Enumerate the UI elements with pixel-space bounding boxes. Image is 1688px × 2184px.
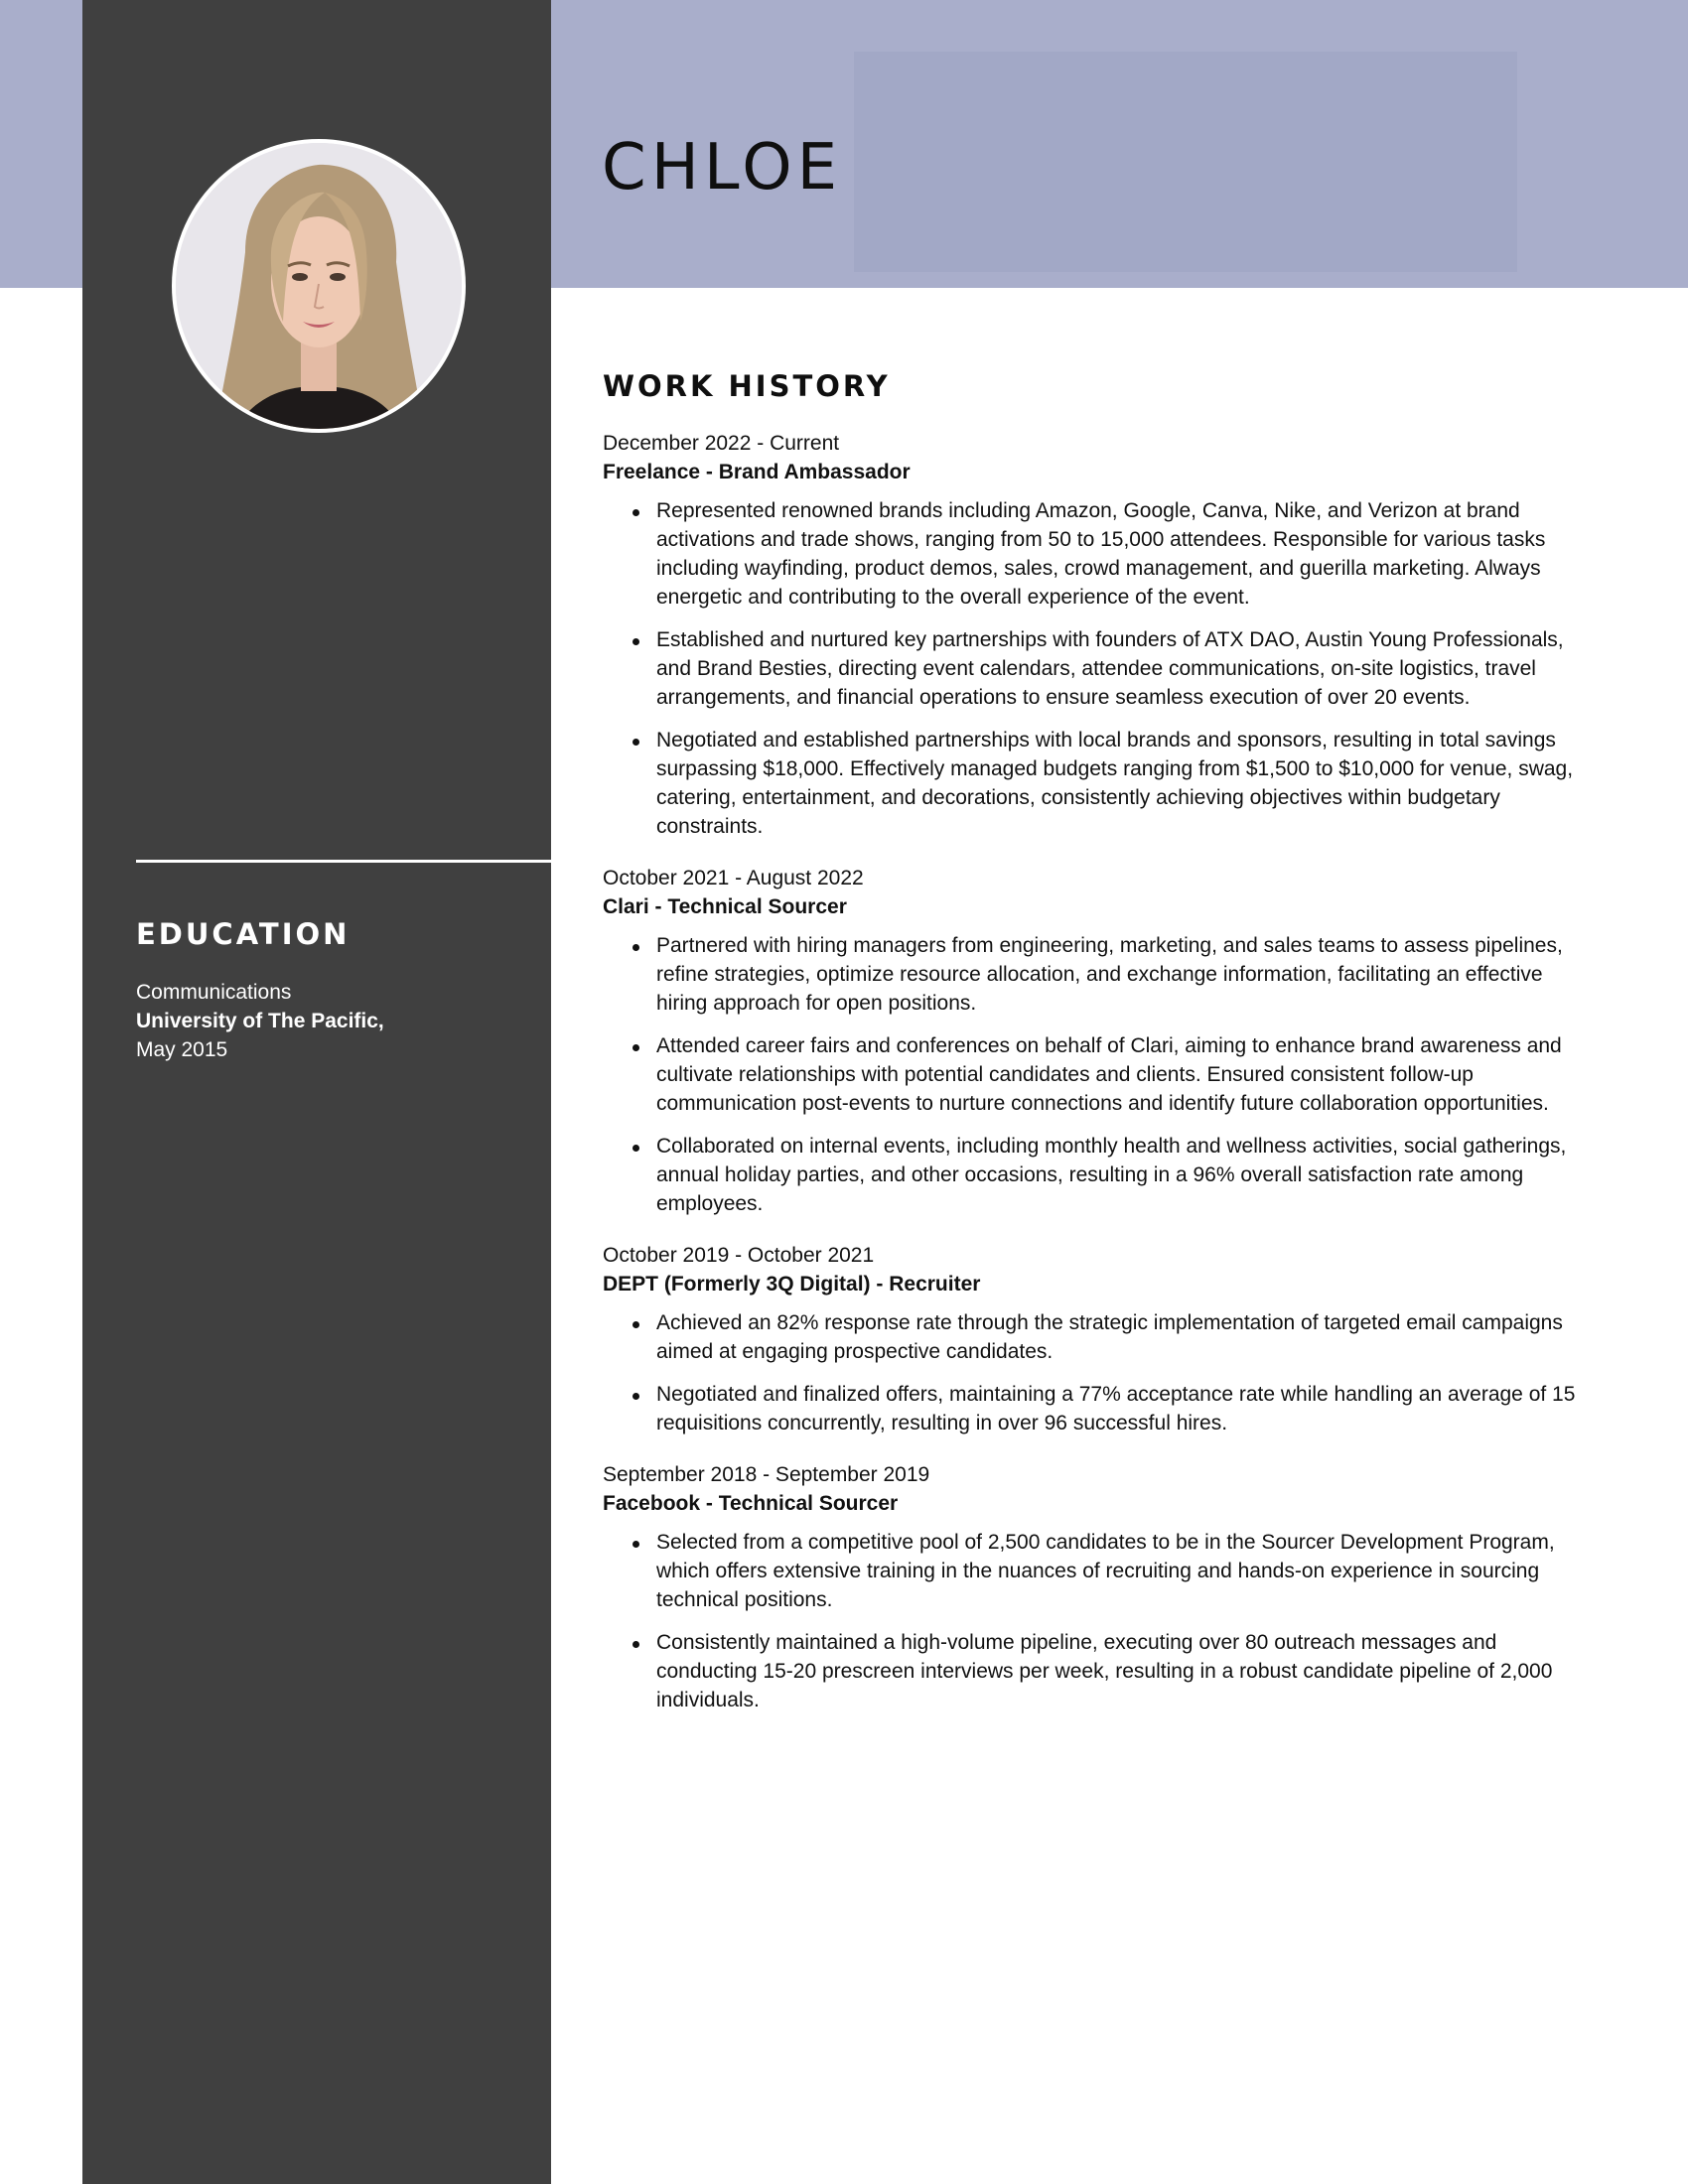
- bullet-dot-icon: [633, 509, 639, 516]
- bullet-dot-icon: [633, 944, 639, 951]
- work-history-heading: WORK HISTORY: [603, 369, 891, 403]
- job-title: [603, 892, 1616, 921]
- job-role: Technical Sourcer: [667, 895, 847, 918]
- job-dates: September 2018 - September 2019: [603, 1463, 930, 1486]
- job-bullet-text: Attended career fairs and conferences on behalf of Clari, aiming to enhance brand awareness and cultivate relationships with potential candidates and clients. Ensured consistent follow-up communication post-events to nurture connections and identify future collaboration opportunities.: [656, 1034, 1562, 1115]
- job-company: DEPT (Formerly 3Q Digital): [603, 1273, 871, 1296]
- job-bullet: [603, 1628, 1596, 1714]
- job-bullet-text: Represented renowned brands including Amazon, Google, Canva, Nike, and Verizon at brand activations and trade shows, ranging from 50 to 15,000 attendees. Responsible for various tasks including wayfinding, product demos, sales, crowd management, and guerilla marketing. Always energetic and contributing to the overall experience of the event.: [656, 499, 1546, 609]
- bullet-dot-icon: [633, 1321, 639, 1328]
- bullet-dot-icon: [633, 1641, 639, 1648]
- main-content: [603, 369, 1616, 1737]
- job-dates: October 2019 - October 2021: [603, 1244, 875, 1267]
- bullet-dot-icon: [633, 1044, 639, 1051]
- job-bullet: [603, 1528, 1596, 1614]
- job-title-separator: -: [648, 895, 668, 918]
- job-title: [603, 1270, 1616, 1298]
- education-school: University of The Pacific,: [136, 1010, 384, 1032]
- job-bullet-text: Collaborated on internal events, including monthly health and wellness activities, social gatherings, annual holiday parties, and other occasions, resulting in a 96% overall satisfaction rate among employees.: [656, 1135, 1567, 1215]
- job-bullets: [603, 931, 1616, 1218]
- job-entry: [603, 864, 1616, 1218]
- job-bullet: [603, 625, 1596, 712]
- job-title: [603, 1489, 1616, 1518]
- job-bullet-text: Partnered with hiring managers from engineering, marketing, and sales teams to assess pipelines, refine strategies, optimize resource allocation, and exchange information, facilitating an effective hiring approach for open positions.: [656, 934, 1563, 1015]
- job-entry: [603, 429, 1616, 841]
- job-bullet: [603, 1031, 1596, 1118]
- job-bullet-text: Established and nurtured key partnerships with founders of ATX DAO, Austin Young Professionals, and Brand Besties, directing event calendars, attendee communications, on-site logistics, travel arrangements, and financial operations to ensure seamless execution of over 20 events.: [656, 628, 1564, 709]
- job-company: Freelance: [603, 461, 701, 483]
- job-bullet-text: Consistently maintained a high-volume pipeline, executing over 80 outreach messages and conducting 15-20 prescreen interviews per week, resulting in a robust candidate pipeline of 2,000 individuals.: [656, 1631, 1553, 1711]
- job-bullets: [603, 1528, 1616, 1714]
- candidate-name: CHLOE: [602, 131, 842, 205]
- job-role: Recruiter: [889, 1273, 981, 1296]
- job-company: Facebook: [603, 1492, 701, 1515]
- job-bullet-text: Selected from a competitive pool of 2,500 candidates to be in the Sourcer Development Program, which offers extensive training in the nuances of recruiting and hands-on experience in sourcing technical positions.: [656, 1531, 1555, 1611]
- job-bullet: [603, 931, 1596, 1018]
- job-bullet: [603, 496, 1596, 612]
- bullet-dot-icon: [633, 1145, 639, 1152]
- job-title-separator: -: [870, 1273, 890, 1296]
- education-entry: [136, 978, 384, 1064]
- job-role: Technical Sourcer: [718, 1492, 899, 1515]
- job-bullet: [603, 1132, 1596, 1218]
- job-role: Brand Ambassador: [718, 461, 911, 483]
- job-dates: October 2021 - August 2022: [603, 867, 864, 889]
- education-heading: EDUCATION: [136, 917, 351, 951]
- job-bullet-text: Negotiated and established partnerships with local brands and sponsors, resulting in total savings surpassing $18,000. Effectively managed budgets ranging from $1,500 to $10,000 for venue, swag, catering, entertainment, and decorations, consistently achieving objectives within budgetary constraints.: [656, 729, 1574, 838]
- job-dates: December 2022 - Current: [603, 432, 840, 455]
- bullet-dot-icon: [633, 739, 639, 746]
- job-bullet-text: Achieved an 82% response rate through the strategic implementation of targeted email campaigns aimed at engaging prospective candidates.: [656, 1311, 1563, 1363]
- job-entry: [603, 1241, 1616, 1437]
- job-bullet: [603, 726, 1596, 841]
- header-accent-panel: [854, 52, 1517, 272]
- job-company: Clari: [603, 895, 649, 918]
- bullet-dot-icon: [633, 1541, 639, 1548]
- bullet-dot-icon: [633, 638, 639, 645]
- sidebar-divider: [136, 860, 551, 863]
- education-degree: Communications: [136, 981, 292, 1004]
- job-bullet: [603, 1308, 1596, 1366]
- job-bullets: [603, 1308, 1616, 1437]
- job-bullet-text: Negotiated and finalized offers, maintaining a 77% acceptance rate while handling an average of 15 requisitions concurrently, resulting in over 96 successful hires.: [656, 1383, 1576, 1434]
- job-bullet: [603, 1380, 1596, 1437]
- education-date: May 2015: [136, 1038, 228, 1061]
- job-entry: [603, 1460, 1616, 1714]
- job-bullets: [603, 496, 1616, 841]
- bullet-dot-icon: [633, 1393, 639, 1400]
- job-title-separator: -: [700, 461, 719, 483]
- profile-photo: [172, 139, 466, 433]
- job-title: [603, 458, 1616, 486]
- job-title-separator: -: [700, 1492, 719, 1515]
